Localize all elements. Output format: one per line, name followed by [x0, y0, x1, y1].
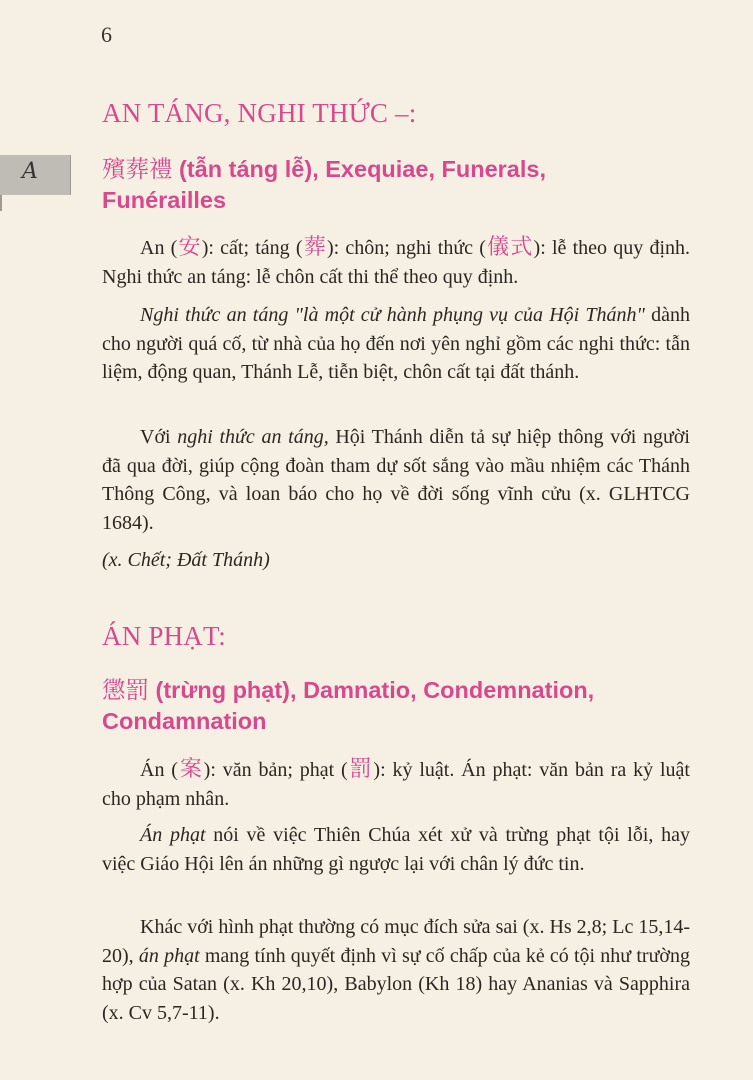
entry-title: AN TÁNG, NGHI THỨC –: [102, 98, 417, 128]
tab-letter: A [22, 159, 38, 184]
definition-paragraph: Án (案): văn bản; phạt (罰): kỷ luật. Án phạt: văn bản ra kỷ luật cho phạm nhân. [102, 756, 690, 810]
body-paragraph: Nghi thức an táng "là một cử hành phụng vụ của Hội Thánh" dành cho người quá cố, từ nhà của họ đến nơi yên nghỉ gồm các nghi thức: tẫn liệm, động quan, Thánh Lễ, tiễn biệt, chôn cất tại đất thánh. [102, 304, 690, 383]
definition-paragraph: An (安): cất; táng (葬): chôn; nghi thức (儀式): lễ theo quy định. Nghi thức an táng: lễ chôn cất thi thể theo quy định. [102, 234, 691, 288]
body-paragraph: Khác với hình phạt thường có mục đích sửa sai (x. Hs 2,8; Lc 15,14-20), án phạt mang tính quyết định vì sự cố chấp của kẻ có tội như trường hợp của Satan (x. Kh 20,10), Babylon (Kh 18) hay Ananias và Sapphira (x. Cv 5,7-11). [102, 916, 690, 1024]
han-char: 葬 [302, 234, 327, 259]
han-char: 案 [177, 756, 204, 781]
entry-terms [102, 675, 692, 737]
han-char: 安 [177, 234, 202, 259]
cross-reference: (x. Chết; Đất Thánh) [102, 549, 270, 571]
entry-title: ÁN PHẠT: [102, 621, 227, 651]
term-translations: (tẫn táng lễ), Exequiae, Funerals, Funérailles [102, 156, 546, 213]
body-paragraph: Án phạt nói về việc Thiên Chúa xét xử và trừng phạt tội lỗi, hay việc Giáo Hội lên án những gì ngược lại với chân lý đức tin. [102, 824, 690, 875]
han-term: 殯葬禮 [102, 156, 173, 182]
tab-edge [0, 195, 2, 211]
term-translations: (trừng phạt), Damnatio, Condemnation, Condamnation [102, 677, 595, 734]
body-paragraph: Với nghi thức an táng, Hội Thánh diễn tả sự hiệp thông với người đã qua đời, giúp cộng đoàn tham dự sốt sắng vào mầu nhiệm các Thánh Thông Công, và loan báo cho họ về đời sống vĩnh cửu (x. GLHTCG 1684). [102, 426, 690, 534]
alphabet-tab [0, 155, 71, 195]
entry-terms [102, 154, 662, 216]
han-term: 懲罰 [102, 677, 149, 703]
han-char: 儀式 [485, 234, 534, 259]
han-char: 罰 [347, 756, 374, 781]
page-number: 6 [101, 22, 112, 47]
